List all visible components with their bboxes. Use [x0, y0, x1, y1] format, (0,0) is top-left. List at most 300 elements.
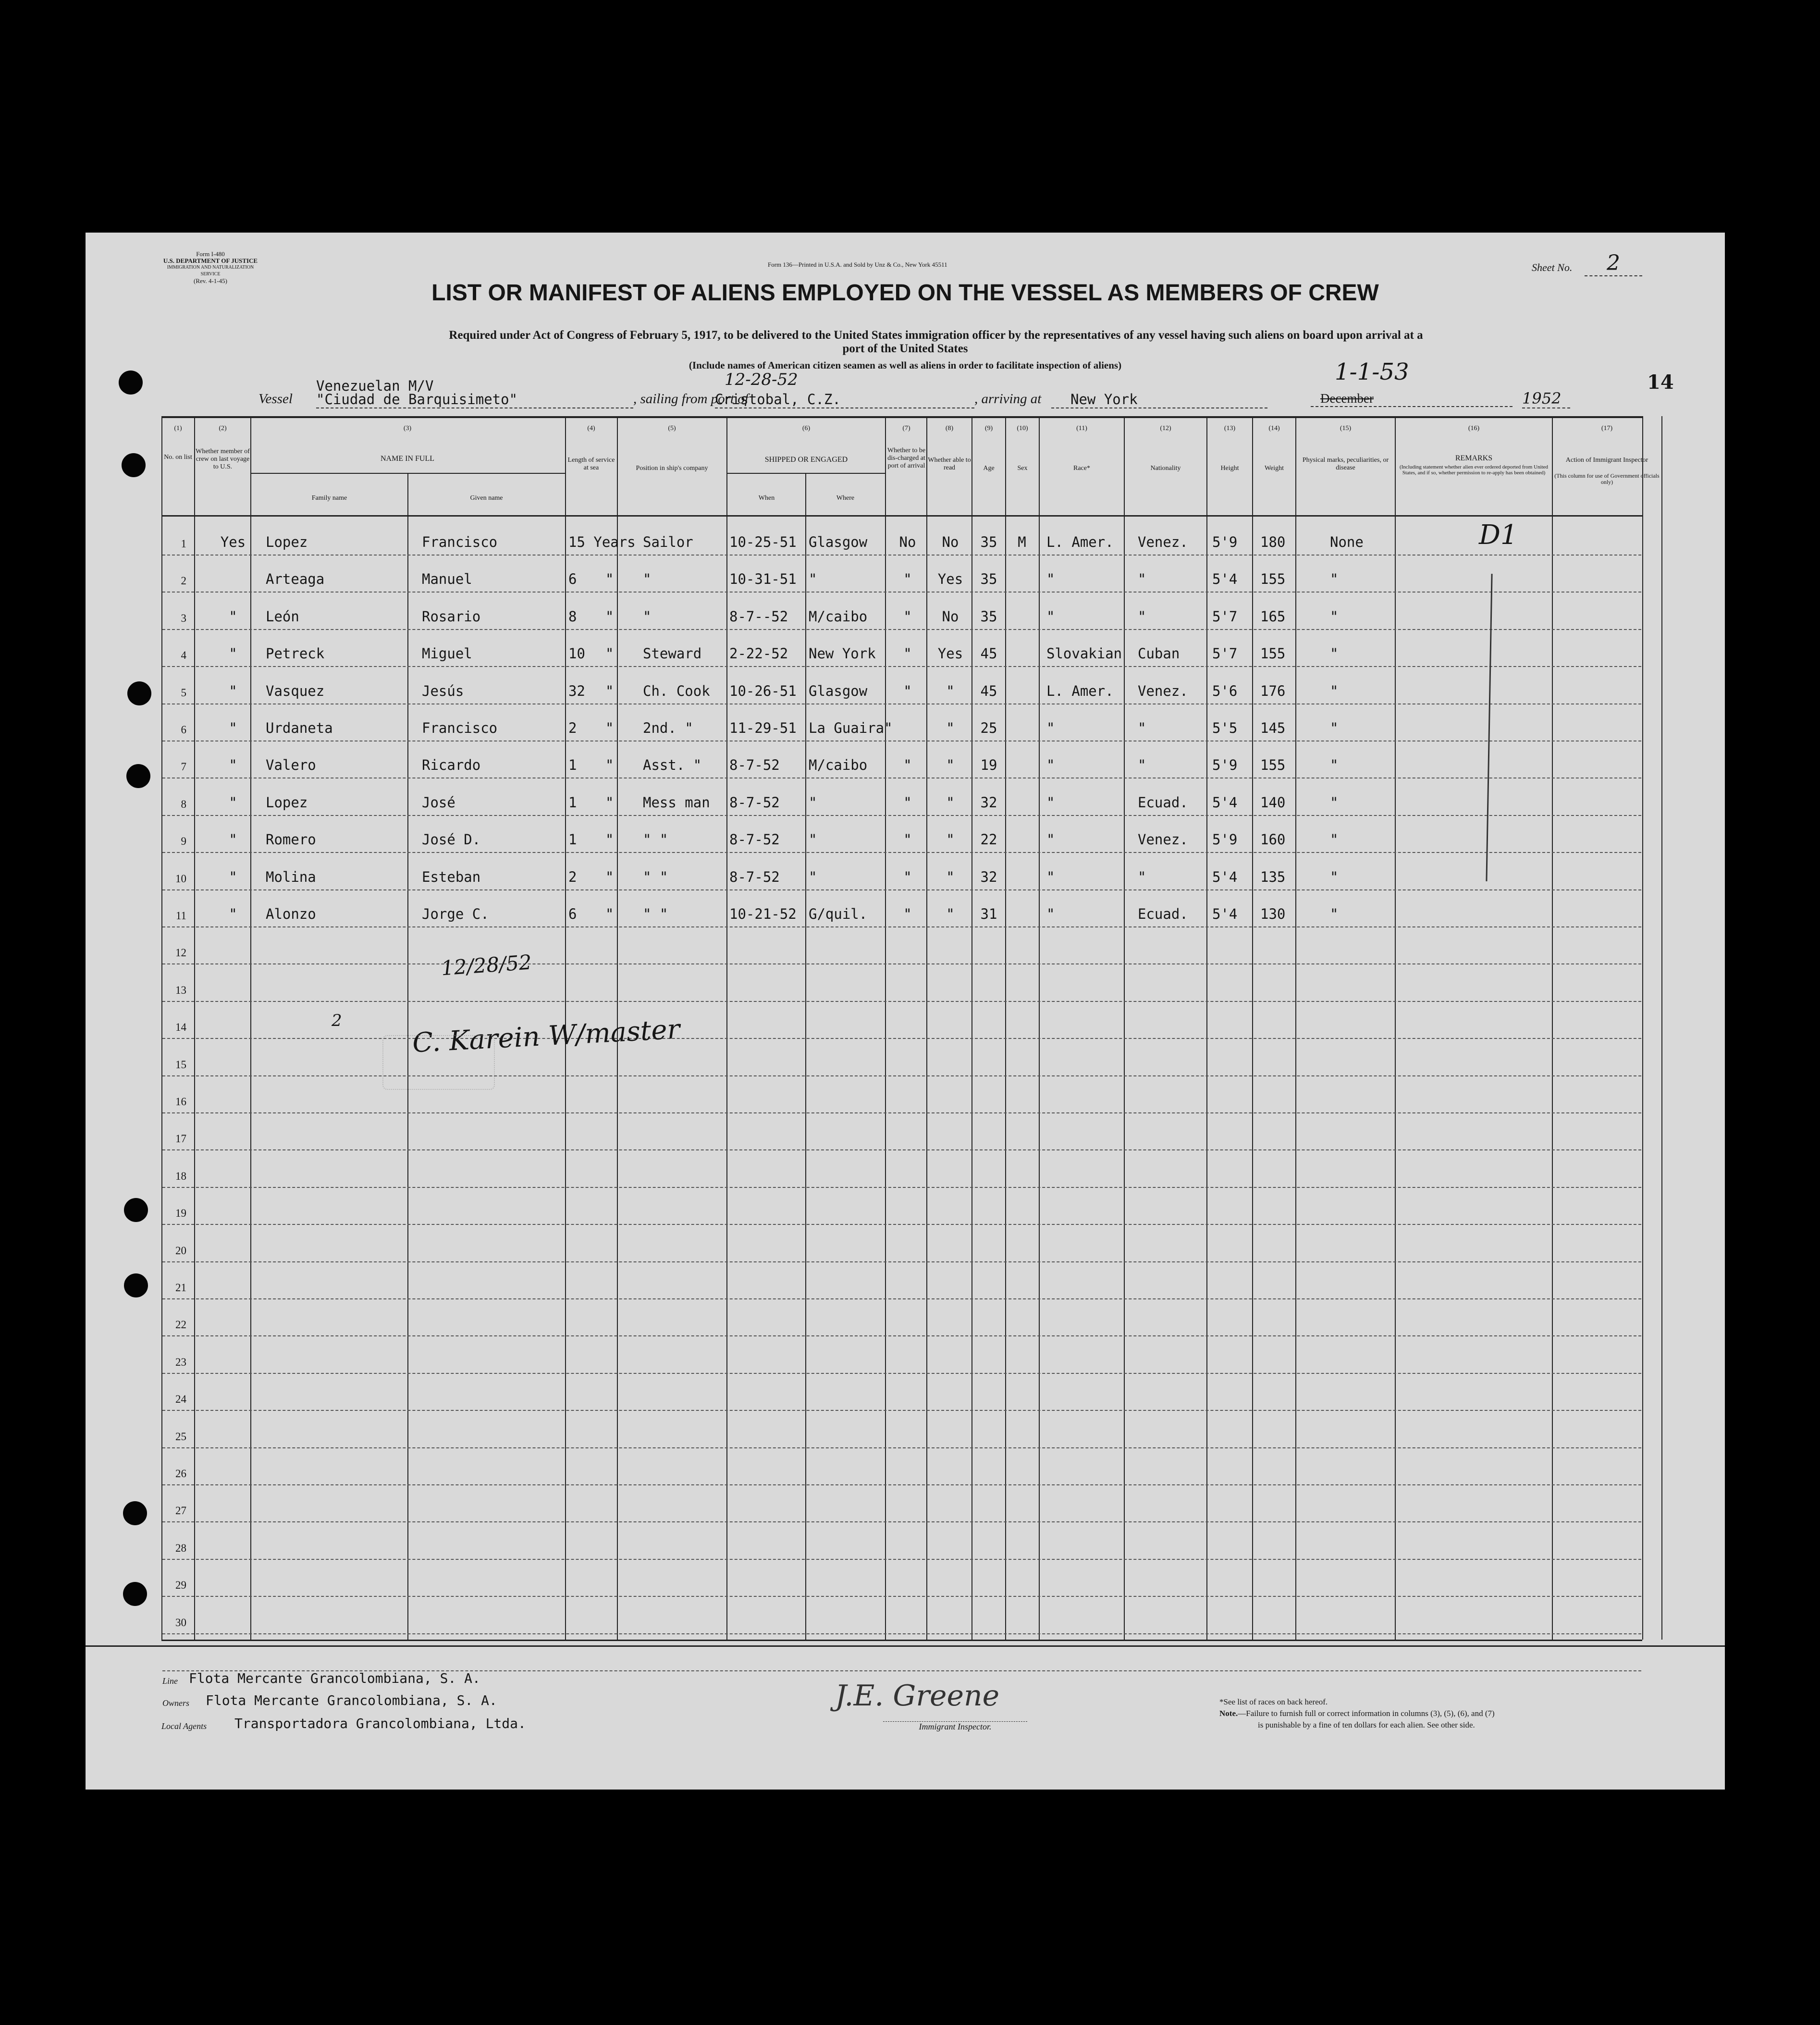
row-number: 9	[181, 835, 186, 848]
row-line	[162, 1261, 1641, 1262]
row-number: 2	[181, 575, 186, 587]
vessel-type: Venezuelan M/V	[316, 378, 434, 394]
cell-nationality: "	[1138, 720, 1146, 736]
row-number: 6	[181, 724, 186, 736]
row-line	[162, 666, 1641, 667]
cell-race: "	[1046, 868, 1055, 885]
col12-number: (12)	[1160, 425, 1171, 432]
cell-position: Mess man	[643, 794, 710, 811]
cell-age: 35	[980, 571, 997, 588]
cell-position: 2nd. "	[643, 720, 693, 736]
row-number: 29	[175, 1579, 186, 1592]
row-number: 18	[175, 1170, 186, 1182]
col5-header: Position in ship's company	[636, 465, 708, 472]
cell-discharged: "	[903, 794, 912, 811]
table-header-rule	[161, 515, 1642, 517]
cell-position: Ch. Cook	[643, 682, 710, 699]
cell-weight: 145	[1260, 720, 1286, 736]
inspector-signature: J.E. Greene	[835, 1679, 1000, 1713]
col3-header: NAME IN FULL	[381, 455, 434, 463]
sheet-label: Sheet No.	[1532, 261, 1573, 273]
cell-family: Romero	[266, 831, 316, 848]
note-line-2: is punishable by a fine of ten dollars for each alien. See other side.	[1258, 1720, 1475, 1729]
cell-service: 6	[568, 571, 577, 588]
cell-when: 8-7-52	[729, 794, 780, 811]
cell-last-voyage: "	[229, 757, 237, 774]
cell-nationality: Venez.	[1138, 682, 1188, 699]
column-rule	[885, 416, 886, 1640]
row-number: 20	[175, 1244, 186, 1257]
cell-given: Miguel	[422, 645, 472, 662]
col14-header: Weight	[1264, 465, 1284, 472]
cell-family: Vasquez	[266, 682, 325, 699]
cell-discharged: "	[903, 608, 912, 625]
row-line	[162, 629, 1641, 630]
faded-stamp	[382, 1035, 495, 1090]
binder-hole	[127, 681, 151, 705]
cell-race: "	[1046, 571, 1055, 588]
column-rule	[1552, 416, 1553, 1640]
col6-header: SHIPPED OR ENGAGED	[764, 456, 848, 464]
revision-date: (Rev. 4-1-45)	[194, 277, 227, 284]
manifest-sheet	[86, 233, 1725, 1790]
col12-header: Nationality	[1150, 465, 1181, 472]
cell-sex: M	[1018, 534, 1026, 550]
arrival-month: December	[1311, 391, 1513, 407]
col3-family-header: Family name	[311, 494, 347, 502]
col17-header: Action of Immigrant Inspector	[1565, 457, 1648, 464]
row-line	[162, 1149, 1641, 1150]
cell-service: 1	[568, 831, 577, 848]
cell-weight: 180	[1260, 534, 1286, 550]
cell-svc-ditto: "	[605, 645, 614, 662]
cell-service: 1	[568, 794, 577, 811]
master-signature: C. Karein W/master	[411, 1013, 681, 1059]
cell-height: 5'7	[1212, 645, 1238, 662]
row-number: 13	[175, 984, 186, 996]
cell-family: Petreck	[266, 645, 325, 662]
column-rule	[971, 416, 972, 1640]
cell-weight: 160	[1260, 831, 1286, 848]
cell-race: "	[1046, 720, 1055, 736]
cell-height: 5'4	[1212, 571, 1238, 588]
row-number: 30	[175, 1616, 186, 1629]
row-number: 14	[175, 1021, 186, 1034]
row-number: 19	[175, 1207, 186, 1220]
cell-service: 6	[568, 906, 577, 922]
col4-header: Length of service at sea	[567, 457, 615, 471]
cell-when: 10-25-51	[729, 534, 797, 550]
row-number: 4	[181, 649, 186, 662]
cell-when: 8-7-52	[729, 757, 780, 774]
row-number: 21	[175, 1282, 186, 1294]
column-rule	[1124, 416, 1125, 1640]
cell-when: 8-7-52	[729, 868, 780, 885]
cell-when: 8-7--52	[729, 608, 788, 625]
cell-weight: 155	[1260, 571, 1286, 588]
cell-age: 22	[980, 831, 997, 848]
col6-when-header: When	[758, 494, 775, 502]
table-top-rule	[161, 416, 1642, 418]
cell-discharged: "	[903, 868, 912, 885]
row-number: 17	[175, 1133, 186, 1145]
row-number: 22	[175, 1319, 186, 1331]
row-number: 12	[175, 947, 186, 959]
col9-header: Age	[983, 465, 995, 472]
cell-marks: "	[1330, 645, 1339, 662]
page-title: LIST OR MANIFEST OF ALIENS EMPLOYED ON THE VESSEL AS MEMBERS OF CREW	[431, 280, 1379, 306]
row-line	[162, 1447, 1641, 1448]
row-line	[162, 1112, 1641, 1113]
cell-given: Francisco	[422, 534, 498, 550]
cell-last-voyage: "	[229, 608, 237, 625]
cell-last-voyage: "	[229, 682, 237, 699]
column-rule	[1005, 416, 1006, 1640]
printer-line: Form 136—Printed in U.S.A. and Sold by Unz & Co., New York 45511	[768, 261, 947, 268]
row-line	[162, 1187, 1641, 1188]
row-line	[162, 1410, 1641, 1411]
col15-number: (15)	[1340, 425, 1352, 432]
row-line	[162, 1335, 1641, 1336]
cell-last-voyage: "	[229, 720, 237, 736]
row-number: 24	[175, 1393, 186, 1406]
cell-age: 19	[980, 757, 997, 774]
cell-family: Valero	[266, 757, 316, 774]
row-number: 1	[181, 538, 186, 550]
cell-given: José	[422, 794, 455, 811]
row-number: 26	[175, 1468, 186, 1480]
cell-marks: "	[1330, 682, 1339, 699]
col8-header: Whether able to read	[928, 457, 971, 471]
cell-position: " "	[643, 831, 668, 848]
vessel-label: Vessel	[258, 391, 293, 407]
table-bottom-rule	[161, 1640, 1642, 1641]
cell-race: Slovakian	[1046, 645, 1122, 662]
arrival-date-handwritten: 1-1-53	[1335, 358, 1409, 385]
cell-weight: 155	[1260, 757, 1286, 774]
cell-nationality: Cuban	[1138, 645, 1180, 662]
cell-discharged: No	[899, 534, 916, 550]
row-number: 11	[175, 910, 186, 922]
sheet-number: 2	[1585, 251, 1642, 276]
line-label: Line	[162, 1676, 178, 1686]
cell-family: Lopez	[266, 534, 308, 550]
cell-nationality: Ecuad.	[1138, 906, 1188, 922]
owners-label: Owners	[162, 1698, 190, 1708]
cell-svc-ditto: "	[605, 831, 614, 848]
cell-where: M/caibo	[809, 757, 868, 774]
row-line	[162, 1298, 1641, 1299]
cell-marks: "	[1330, 868, 1339, 885]
cell-when: 11-29-51	[729, 720, 797, 736]
cell-svc-ditto: "	[605, 794, 614, 811]
column-rule	[194, 416, 195, 1640]
row-line	[162, 1633, 1641, 1634]
col1-header: No. on list	[164, 454, 192, 461]
remarks-bracket-line	[1486, 574, 1492, 881]
cell-read: "	[946, 831, 955, 848]
cell-age: 32	[980, 794, 997, 811]
subheader-rule	[251, 473, 565, 474]
col7-number: (7)	[902, 425, 910, 432]
cell-marks: "	[1330, 720, 1339, 736]
col10-header: Sex	[1017, 465, 1028, 472]
col3-given-header: Given name	[470, 494, 503, 502]
cell-read: No	[942, 608, 959, 625]
row-line	[162, 889, 1641, 890]
col13-header: Height	[1220, 465, 1239, 472]
cell-svc-ditto: "	[605, 906, 614, 922]
owners-value: Flota Mercante Grancolombiana, S. A.	[206, 1692, 497, 1708]
cell-discharged: "	[903, 682, 912, 699]
col13-number: (13)	[1224, 425, 1236, 432]
cell-position: Sailor	[643, 534, 693, 550]
cell-height: 5'9	[1212, 831, 1238, 848]
subtitle-requirement: Required under Act of Congress of February 5, 1917, to be delivered to the United States immigration officer by the representatives of any vessel having such aliens on board upon arrival at a	[449, 329, 1423, 342]
row-number: 10	[175, 872, 186, 885]
cell-svc-ditto: "	[605, 571, 614, 588]
row-number: 16	[175, 1096, 186, 1108]
row-number: 27	[175, 1505, 186, 1517]
cell-read: "	[946, 757, 955, 774]
row-number: 5	[181, 686, 186, 699]
cell-weight: 165	[1260, 608, 1286, 625]
subheader-rule	[727, 473, 885, 474]
cell-service: 15 Years	[568, 534, 636, 550]
cell-family: Alonzo	[266, 906, 316, 922]
col8-number: (8)	[945, 425, 954, 432]
cell-svc-ditto: "	[605, 868, 614, 885]
cell-weight: 135	[1260, 868, 1286, 885]
cell-family: Molina	[266, 868, 316, 885]
cell-service: 1	[568, 757, 577, 774]
cell-family: Urdaneta	[266, 720, 333, 736]
row-line	[162, 555, 1641, 556]
col9-number: (9)	[984, 425, 993, 432]
cell-when: 10-31-51	[729, 571, 797, 588]
agents-value: Transportadora Grancolombiana, Ltda.	[234, 1716, 526, 1731]
col16-header: REMARKS	[1455, 454, 1493, 462]
row-line	[162, 1521, 1641, 1522]
cell-race: L. Amer.	[1046, 534, 1114, 550]
cell-weight: 176	[1260, 682, 1286, 699]
cell-read: Yes	[937, 645, 963, 662]
col5-number: (5)	[668, 425, 676, 432]
cell-last-voyage: "	[229, 868, 237, 885]
cell-given: Rosario	[422, 608, 481, 625]
cell-svc-ditto: "	[605, 608, 614, 625]
cell-height: 5'5	[1212, 720, 1238, 736]
cell-family: Arteaga	[266, 571, 325, 588]
cell-race: "	[1046, 831, 1055, 848]
cell-svc-ditto: "	[605, 757, 614, 774]
col17-subheader: (This column for use of Government officials only)	[1554, 472, 1660, 485]
note-line-1: —Failure to furnish full or correct information in columns (3), (5), (6), and (7)	[1238, 1709, 1495, 1718]
cell-given: Ricardo	[422, 757, 481, 774]
cell-given: Francisco	[422, 720, 498, 736]
cell-last-voyage: "	[229, 645, 237, 662]
col4-number: (4)	[587, 425, 595, 432]
cell-read: "	[946, 682, 955, 699]
arrival-year: 1952	[1522, 389, 1570, 408]
cell-read: "	[946, 720, 955, 736]
cell-position: " "	[643, 906, 668, 922]
cell-position: Asst. "	[643, 757, 702, 774]
cell-family: Lopez	[266, 794, 308, 811]
col16-subheader: (Including statement whether alien ever ordered deported from United States, and if so, whether permission to re-apply has been obtained)	[1399, 464, 1549, 476]
line-value: Flota Mercante Grancolombiana, S. A.	[189, 1670, 480, 1686]
binder-hole	[126, 764, 150, 788]
col11-header: Race*	[1073, 465, 1090, 472]
cell-given: Jesús	[422, 682, 464, 699]
cell-service: 10	[568, 645, 585, 662]
cell-position: " "	[643, 868, 668, 885]
cell-where: "	[809, 571, 817, 588]
cell-nationality: "	[1138, 757, 1146, 774]
cell-height: 5'6	[1212, 682, 1238, 699]
cell-nationality: "	[1138, 571, 1146, 588]
cell-height: 5'9	[1212, 757, 1238, 774]
cell-where: "	[809, 868, 817, 885]
col10-number: (10)	[1017, 425, 1028, 432]
cell-discharged: "	[903, 645, 912, 662]
cell-remarks: D1	[1479, 519, 1518, 551]
column-rule	[1039, 416, 1040, 1640]
cell-family: León	[266, 608, 299, 625]
vessel-name: "Ciudad de Barquisimeto"	[316, 391, 633, 408]
cell-read: No	[942, 534, 959, 550]
cell-last-voyage: "	[229, 906, 237, 922]
handwritten-date-note: 12/28/52	[440, 950, 533, 980]
col3-number: (3)	[403, 425, 412, 432]
cell-race: L. Amer.	[1046, 682, 1114, 699]
cell-last-voyage: "	[229, 831, 237, 848]
binder-hole	[123, 1582, 147, 1606]
cell-read: "	[946, 868, 955, 885]
col11-number: (11)	[1076, 425, 1087, 432]
cell-where: M/caibo	[809, 608, 868, 625]
port-to: New York	[1051, 391, 1267, 408]
cell-marks: "	[1330, 831, 1339, 848]
cell-when: 10-26-51	[729, 682, 797, 699]
binder-hole	[122, 453, 146, 477]
cell-where: Glasgow	[809, 534, 868, 550]
cell-when: 8-7-52	[729, 831, 780, 848]
row-line	[162, 1596, 1641, 1597]
row-line	[162, 1484, 1641, 1485]
binder-hole	[123, 1501, 147, 1525]
cell-race: "	[1046, 906, 1055, 922]
col7-header: Whether to be dis-charged at port of arrival	[887, 447, 926, 469]
row-line	[162, 815, 1641, 816]
cell-svc-ditto: "	[605, 720, 614, 736]
cell-read: "	[946, 906, 955, 922]
cell-race: "	[1046, 608, 1055, 625]
cell-read: "	[946, 794, 955, 811]
cell-discharged: "	[903, 757, 912, 774]
stamp-number: 14	[1647, 371, 1674, 394]
cell-nationality: Venez.	[1138, 831, 1188, 848]
cell-weight: 140	[1260, 794, 1286, 811]
row-number: 25	[175, 1430, 186, 1443]
note-label: Note.	[1219, 1709, 1238, 1718]
cell-weight: 155	[1260, 645, 1286, 662]
agents-label: Local Agents	[161, 1721, 207, 1731]
cell-age: 35	[980, 608, 997, 625]
cell-given: Esteban	[422, 868, 481, 885]
cell-where: Glasgow	[809, 682, 868, 699]
department-name: U.S. DEPARTMENT OF JUSTICE	[163, 257, 258, 264]
col15-header: Physical marks, peculiarities, or disease	[1302, 457, 1389, 471]
row-number: 28	[175, 1542, 186, 1554]
row-number: 8	[181, 798, 186, 810]
cell-discharged: "	[903, 831, 912, 848]
cell-height: 5'4	[1212, 794, 1238, 811]
binder-hole	[124, 1273, 148, 1297]
cell-marks: None	[1330, 534, 1364, 550]
row-line	[162, 852, 1641, 853]
subtitle-include-note: (Include names of American citizen seamen as well as aliens in order to facilitate inspection of aliens)	[689, 359, 1122, 371]
cell-given: Manuel	[422, 571, 472, 588]
column-rule	[161, 416, 162, 1640]
footer-rule	[86, 1645, 1725, 1647]
arriving-label: , arriving at	[974, 391, 1042, 407]
column-rule	[1395, 416, 1396, 1640]
cell-marks: "	[1330, 571, 1339, 588]
col1-number: (1)	[174, 425, 182, 432]
cell-service: 8	[568, 608, 577, 625]
penalty-note	[1219, 1709, 1495, 1718]
cell-when: 10-21-52	[729, 906, 797, 922]
cell-age: 32	[980, 868, 997, 885]
col6-number: (6)	[802, 425, 811, 432]
cell-read: Yes	[937, 571, 963, 588]
cell-marks: "	[1330, 794, 1339, 811]
sailing-label: , sailing from port of	[633, 391, 749, 407]
cell-height: 5'4	[1212, 906, 1238, 922]
row-line	[162, 592, 1641, 593]
cell-age: 45	[980, 645, 997, 662]
cell-svc-ditto: "	[605, 682, 614, 699]
col6-where-header: Where	[836, 494, 855, 502]
row-line	[162, 1373, 1641, 1374]
cell-nationality: Venez.	[1138, 534, 1188, 550]
binder-hole	[124, 1198, 148, 1222]
handwritten-count: 2	[332, 1011, 342, 1030]
cell-age: 25	[980, 720, 997, 736]
cell-marks: "	[1330, 608, 1339, 625]
cell-marks: "	[1330, 906, 1339, 922]
column-rule	[1661, 416, 1662, 1640]
cell-when: 2-22-52	[729, 645, 788, 662]
binder-hole	[119, 370, 143, 395]
sailing-date-handwritten: 12-28-52	[725, 370, 798, 389]
cell-where: La Guaira"	[809, 720, 893, 736]
cell-given: José D.	[422, 831, 481, 848]
cell-age: 45	[980, 682, 997, 699]
cell-nationality: Ecuad.	[1138, 794, 1188, 811]
column-rule	[1295, 416, 1296, 1640]
cell-last-voyage: "	[229, 794, 237, 811]
cell-weight: 130	[1260, 906, 1286, 922]
row-line	[162, 1224, 1641, 1225]
col17-number: (17)	[1601, 425, 1613, 432]
cell-where: "	[809, 831, 817, 848]
cell-race: "	[1046, 794, 1055, 811]
cell-nationality: "	[1138, 608, 1146, 625]
column-rule	[726, 416, 727, 1640]
col16-number: (16)	[1468, 425, 1480, 432]
